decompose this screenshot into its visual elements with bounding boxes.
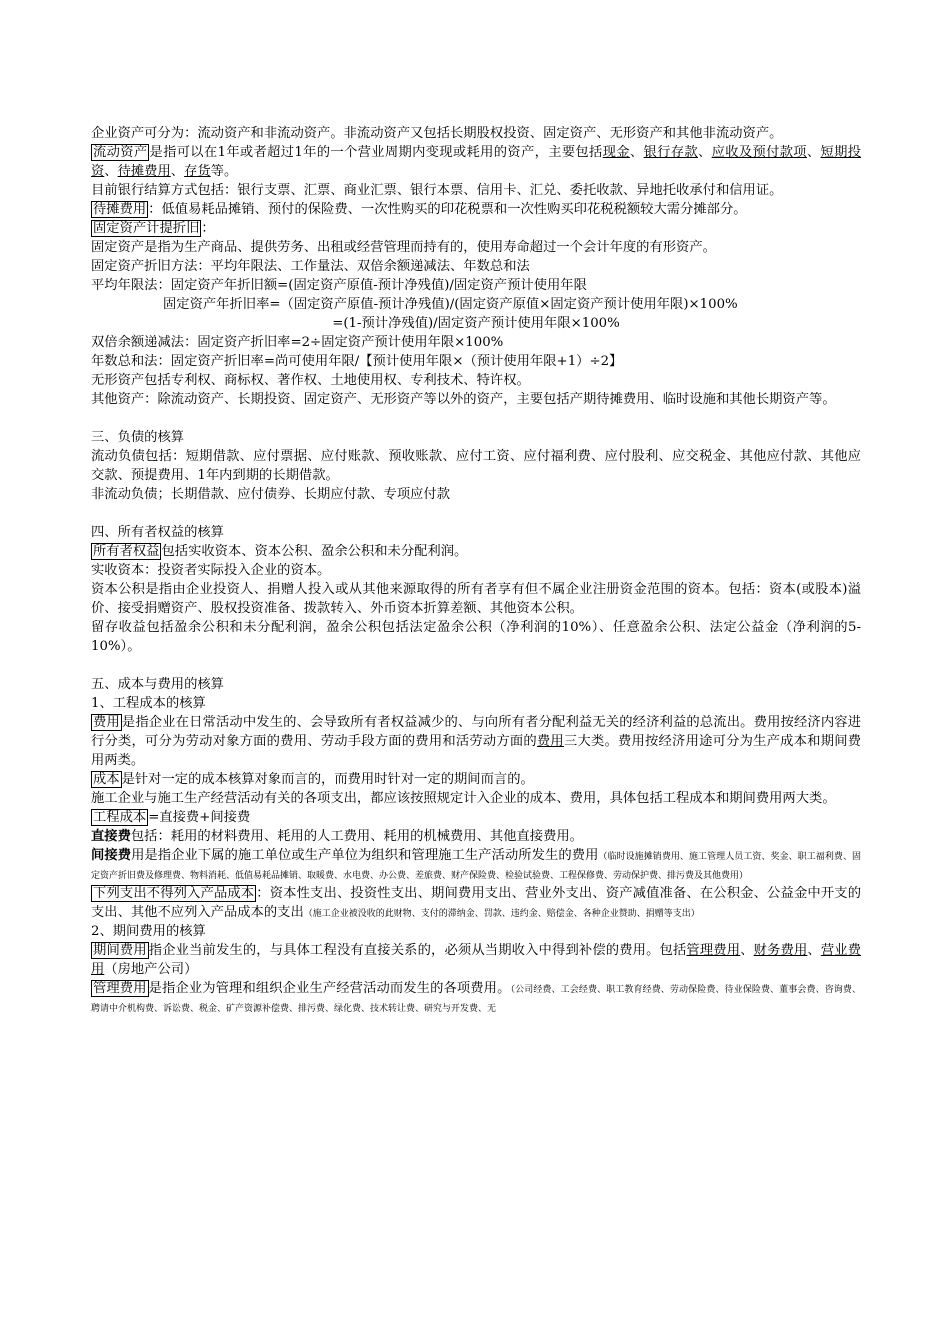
section-heading-costs: 五、成本与费用的核算	[91, 677, 224, 692]
paragraph-direct-costs: 直接费包括：耗用的材料费用、耗用的人工费用、耗用的机械费用、其他直接费用。	[91, 829, 583, 844]
paragraph-excluded-expenditure: 下列支出不得列入产品成本 ：资本性支出、投资性支出、期间费用支出、营业外支出、资产减值准备、在公积金、公益金中开支的支出、其他不应列入产品成本的支出（施工企业被没收的此财物、支付的滞纳金、罚款、违约金、赔偿金、各种企业赞助、捐赠等支出）	[91, 886, 862, 920]
paragraph-other-assets: 其他资产：除流动资产、长期投资、固定资产、无形资产等以外的资产，主要包括产期待摊费用、临时设施和其他长期资产等。	[91, 392, 836, 407]
paragraph-asset-classification: 企业资产可分为：流动资产和非流动资产。非流动资产又包括长期股权投资、固定资产、无形资产和其他非流动资产。	[91, 126, 783, 141]
bold-term: 直接费	[91, 829, 131, 844]
paragraph-settlement-methods: 目前银行结算方式包括：银行支票、汇票、商业汇票、银行本票、信用卡、汇兑、委托收款、异地托收承付和信用证。	[91, 183, 783, 198]
paragraph-current-assets: 流动资产 是指可以在1年或者超过1年的一个营业周期内变现或耗用的资产，主要包括现金、银行存款、应收及预付款项、短期投资、待摊费用、存货等。	[91, 145, 862, 179]
paragraph-cost: 成本 是针对一定的成本核算对象而言的，而费用时针对一定的期间而言的。	[93, 772, 534, 787]
small-note: （公司经费、工会经费、职工教育经费、劳动保险费、待业保险费、董事会费、咨询费、聘请中介机构费、诉讼费、税金、矿产资源补偿费、排污费、绿化费、技术转让费、研究与开发费、无	[91, 985, 862, 1014]
boxed-term: 所有者权益	[93, 544, 160, 559]
section-heading-equity: 四、所有者权益的核算	[91, 525, 224, 540]
paragraph-owners-equity: 所有者权益 包括实收资本、资本公积、盈余公积和未分配利润。	[93, 544, 468, 559]
paragraph-depreciation-heading: 固定资产计提折旧 ：	[93, 221, 215, 236]
boxed-term: 成本	[93, 772, 120, 787]
paragraph-double-declining: 双倍余额递减法：固定资产折旧率=2÷固定资产预计使用年限×100%	[91, 335, 504, 350]
paragraph-paid-in-capital: 实收资本：投资者实际投入企业的资本。	[91, 563, 331, 578]
subsection-heading-project-cost: 1、工程成本的核算	[91, 696, 206, 711]
paragraph-depreciation-methods: 固定资产折旧方法：平均年限法、工作量法、双倍余额递减法、年数总和法	[91, 259, 530, 274]
bold-term: 间接费	[91, 848, 132, 863]
paragraph-straight-line: 平均年限法：固定资产年折旧额=(固定资产原值-预计净残值)/固定资产预计使用年限	[91, 278, 587, 293]
paragraph-intangible: 无形资产包括专利权、商标权、著作权、土地使用权、专利技术、特许权。	[91, 373, 530, 388]
paragraph-current-liabilities: 流动负债包括：短期借款、应付票据、应付账款、预收账款、应付工资、应付福利费、应付股利、应交税金、其他应付款、其他应交款、预提费用、1年内到期的长期借款。	[91, 449, 861, 483]
boxed-term: 下列支出不得列入产品成本	[93, 886, 255, 901]
paragraph-period-expenses: 期间费用 指企业当前发生的，与具体工程没有直接关系的，必须从当期收入中得到补偿的费用。包括管理费用、财务费用、营业费用（房地产公司）	[91, 943, 862, 977]
boxed-term: 待摊费用	[93, 202, 147, 217]
paragraph-capital-reserve: 资本公积是指由企业投资人、捐赠人投入或从其他来源取得的所有者享有但不属企业注册资金范围的资本。包括：资本(或股本)溢价、接受捐赠资产、股权投资准备、拨款转入、外币资本折算差额、其他资本公积。	[91, 582, 861, 616]
small-note: （临时设施摊销费用、施工管理人员工资、奖金、职工福利费、固定资产折旧费及修理费、物料消耗、低值易耗品摊销、取暖费、水电费、办公费、差旅费、财产保险费、检验试验费、工程保修费、劳动保护费、排污费及其他费用）	[91, 852, 861, 881]
small-note: （施工企业被没收的此财物、支付的滞纳金、罚款、违约金、赔偿金、各种企业赞助、捐赠等支出）	[303, 909, 700, 919]
formula-rate: 固定资产年折旧率=（固定资产原值-预计净残值)/(固定资产原值×固定资产预计使用年限)×100%	[163, 297, 738, 312]
boxed-term: 工程成本	[93, 810, 147, 825]
paragraph-indirect-costs: 间接费用是指企业下属的施工单位或生产单位为组织和管理施工生产活动所发生的费用（临时设施摊销费用、施工管理人员工资、奖金、职工福利费、固定资产折旧费及修理费、物料消耗、低值易耗品摊销、取暖费、水电费、办公费、差旅费、财产保险费、检验试验费、工程保修费、劳动保护费、排污费及其他费用）	[91, 848, 861, 881]
document-body	[91, 124, 861, 1017]
paragraph-construction-expenditure: 施工企业与施工生产经营活动有关的各项支出，都应该按照规定计入企业的成本、费用，具体包括工程成本和期间费用两大类。	[91, 791, 836, 806]
paragraph-noncurrent-liabilities: 非流动负债；长期借款、应付债券、长期应付款、专项应付款	[91, 487, 451, 502]
paragraph-fixed-assets: 固定资产是指为生产商品、提供劳务、出租或经营管理而持有的，使用寿命超过一个会计年度的有形资产。	[91, 240, 716, 255]
paragraph-expenses: 费用 是指企业在日常活动中发生的、会导致所有者权益减少的、与向所有者分配利益无关的经济利益的总流出。费用按经济内容进行分类，可分为劳动对象方面的费用、劳动手段方面的费用和活劳动方面的费用三大类。费用按经济用途可分为生产成本和期间费用两类。	[91, 715, 862, 768]
paragraph-retained-earnings: 留存收益包括盈余公积和未分配利润，盈余公积包括法定盈余公积（净利润的10%）、任意盈余公积、法定公益金（净利润的5-10%）。	[91, 620, 861, 654]
boxed-term: 固定资产计提折旧	[93, 221, 200, 236]
paragraph-admin-expenses: 管理费用 是指企业为管理和组织企业生产经营活动而发生的各项费用。（公司经费、工会经费、职工教育经费、劳动保险费、待业保险费、董事会费、咨询费、聘请中介机构费、诉讼费、税金、矿产资源补偿费、排污费、绿化费、技术转让费、研究与开发费、无	[91, 981, 862, 1014]
boxed-term: 管理费用	[93, 981, 147, 996]
boxed-term: 流动资产	[93, 145, 148, 160]
paragraph-prepaid-expenses: 待摊费用 ：低值易耗品摊销、预付的保险费、一次性购买的印花税票和一次性购买印花税税额较大需分摊部分。	[93, 202, 747, 217]
paragraph-sum-of-years: 年数总和法：固定资产折旧率=尚可使用年限/【预计使用年限×（预计使用年限+1）÷2】	[91, 354, 623, 369]
paragraph-project-cost-formula: 工程成本 =直接费+间接费	[93, 810, 251, 825]
boxed-term: 期间费用	[93, 943, 147, 958]
formula-rate-simplified: =(1-预计净残值)/固定资产预计使用年限×100%	[332, 316, 620, 331]
subsection-heading-period-expenses: 2、期间费用的核算	[91, 924, 206, 939]
section-heading-liabilities: 三、负债的核算	[91, 430, 185, 445]
boxed-term: 费用	[93, 715, 120, 730]
